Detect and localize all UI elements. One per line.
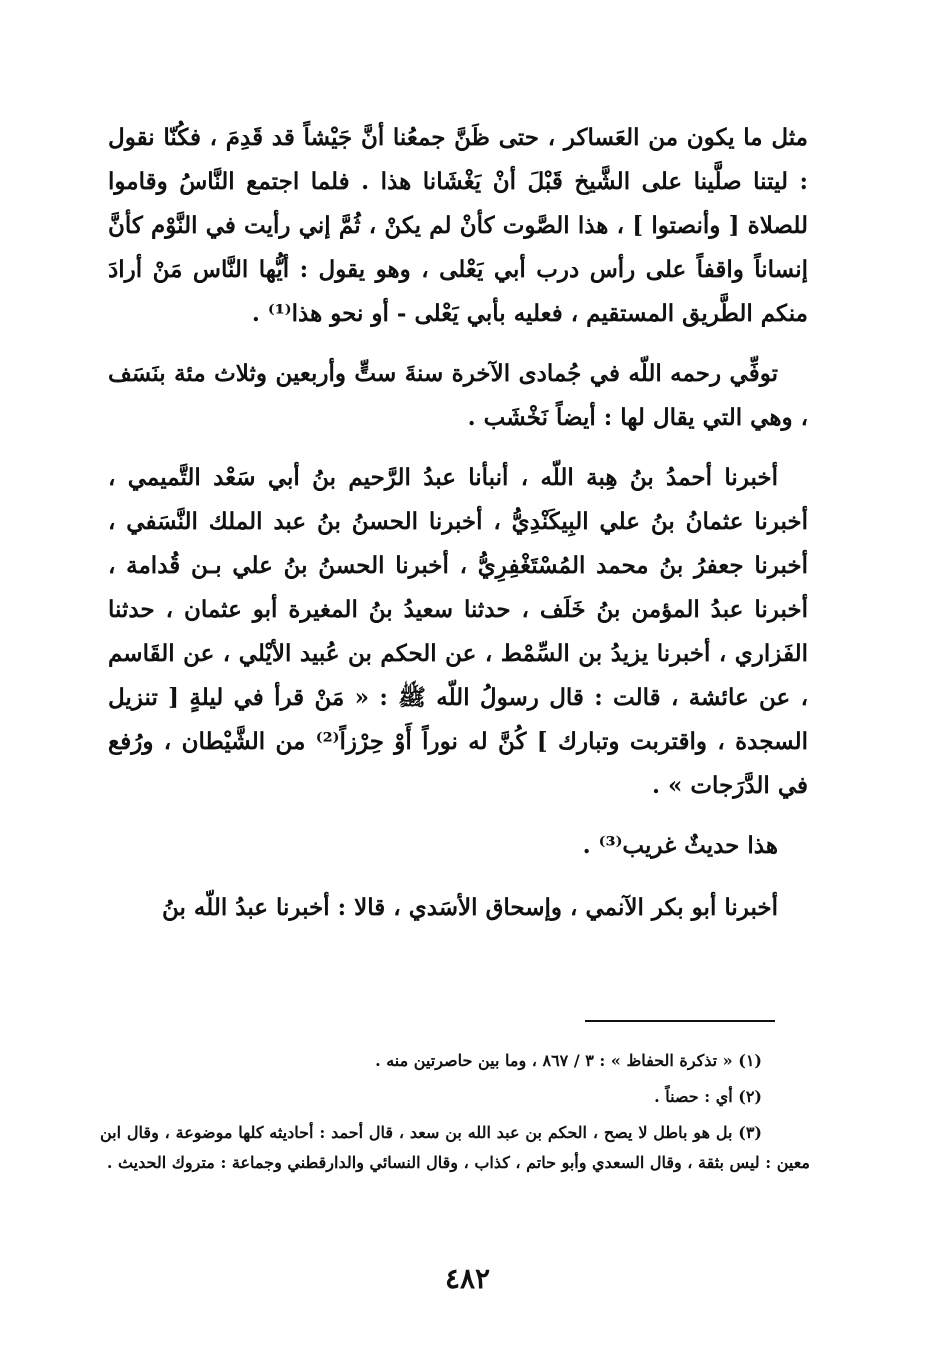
footnotes-block xyxy=(100,1046,810,1184)
footnote-1: (١) « تذكرة الحفاظ » : ٣ / ٨٦٧ ، وما بين حاصرتين منه . xyxy=(375,1051,762,1070)
page-number: ٤٨٢ xyxy=(444,1262,491,1295)
paragraph-5: أخبرنا أبو بكر الآنمي ، وإسحاق الأسَدي ، قالا : أخبرنا عبدُ اللّه بنُ xyxy=(161,894,778,921)
paragraph-3: أخبرنا أحمدُ بنُ هِبة اللّه ، أنبأنا عبدُ الرَّحيم بنُ أبي سَعْد التَّميمي ، أخبرنا عثمانُ بنُ علي البِيكَنْدِيُّ ، أخبرنا الحسنُ بنُ عبد الملك النَّسَفي ، أخبرنا جعفرُ بنُ محمد المُسْتَغْفِرِيُّ ، أخبرنا الحسنُ بنُ علي بـن قُدامة ، أخبرنا عبدُ المؤمن بنُ خَلَف ، حدثنا سعيدُ بنُ المغيرة أبو عثمان ، حدثنا الفَزاري ، أخبرنا يزيدُ بن السِّمْط ، عن الحكم بن عُبيد الأيْلي ، عن القَاسم ، عن عائشة ، قالت : قال رسولُ اللّه ﷺ : « مَنْ قرأ في ليلةٍ [ تنزيل السجدة ، واقتربت وتبارك ] كُنَّ له نوراً أَوْ حِرْزاً⁽²⁾ من الشَّيْطان ، ورُفع في الدَّرَجات » . xyxy=(108,464,809,799)
paragraph-2: توفِّي رحمه اللّه في جُمادى الآخرة سنةَ ستٍّ وأربعين وثلاث مئة بنَسَف ، وهي التي يقال لها : أيضاً نَخْشَب . xyxy=(108,360,808,431)
footnote-3: (٣) بل هو باطل لا يصح ، الحكم بن عبد الله بن سعد ، قال أحمد : أحاديثه كلها موضوعة ، وقال ابن معين : ليس بثقة ، وقال السعدي وأبو حاتم ، كذاب ، وقال النسائي والدارقطني وجماعة : متروك الحديث . xyxy=(100,1123,810,1172)
main-text-block xyxy=(108,116,808,946)
paragraph-1: مثل ما يكون من العَساكر ، حتى ظَنَّ جمعُنا أنَّ جَيْشاً قد قَدِمَ ، فكُنّا نقول : ليتنا صلَّينا على الشَّيخ قَبْلَ أنْ يَغْشَانا هذا . فلما اجتمع النَّاسُ وقاموا للصلاة [ وأنصتوا ] ، هذا الصَّوت كأنْ لم يكنْ ، ثُمَّ إني رأيت في النَّوْم كأنَّ إنساناً واقفاً على رأس درب أبي يَعْلى ، وهو يقول : أيُّها النَّاس مَنْ أرادَ منكم الطَّريق المستقيم ، فعليه بأبي يَعْلى - أو نحو هذا⁽¹⁾ . xyxy=(108,124,808,327)
paragraph-4: هذا حديثٌ غريب⁽³⁾ . xyxy=(582,832,778,859)
footnote-2: (٢) أي : حصناً . xyxy=(654,1087,762,1106)
footnote-separator xyxy=(585,1020,775,1022)
